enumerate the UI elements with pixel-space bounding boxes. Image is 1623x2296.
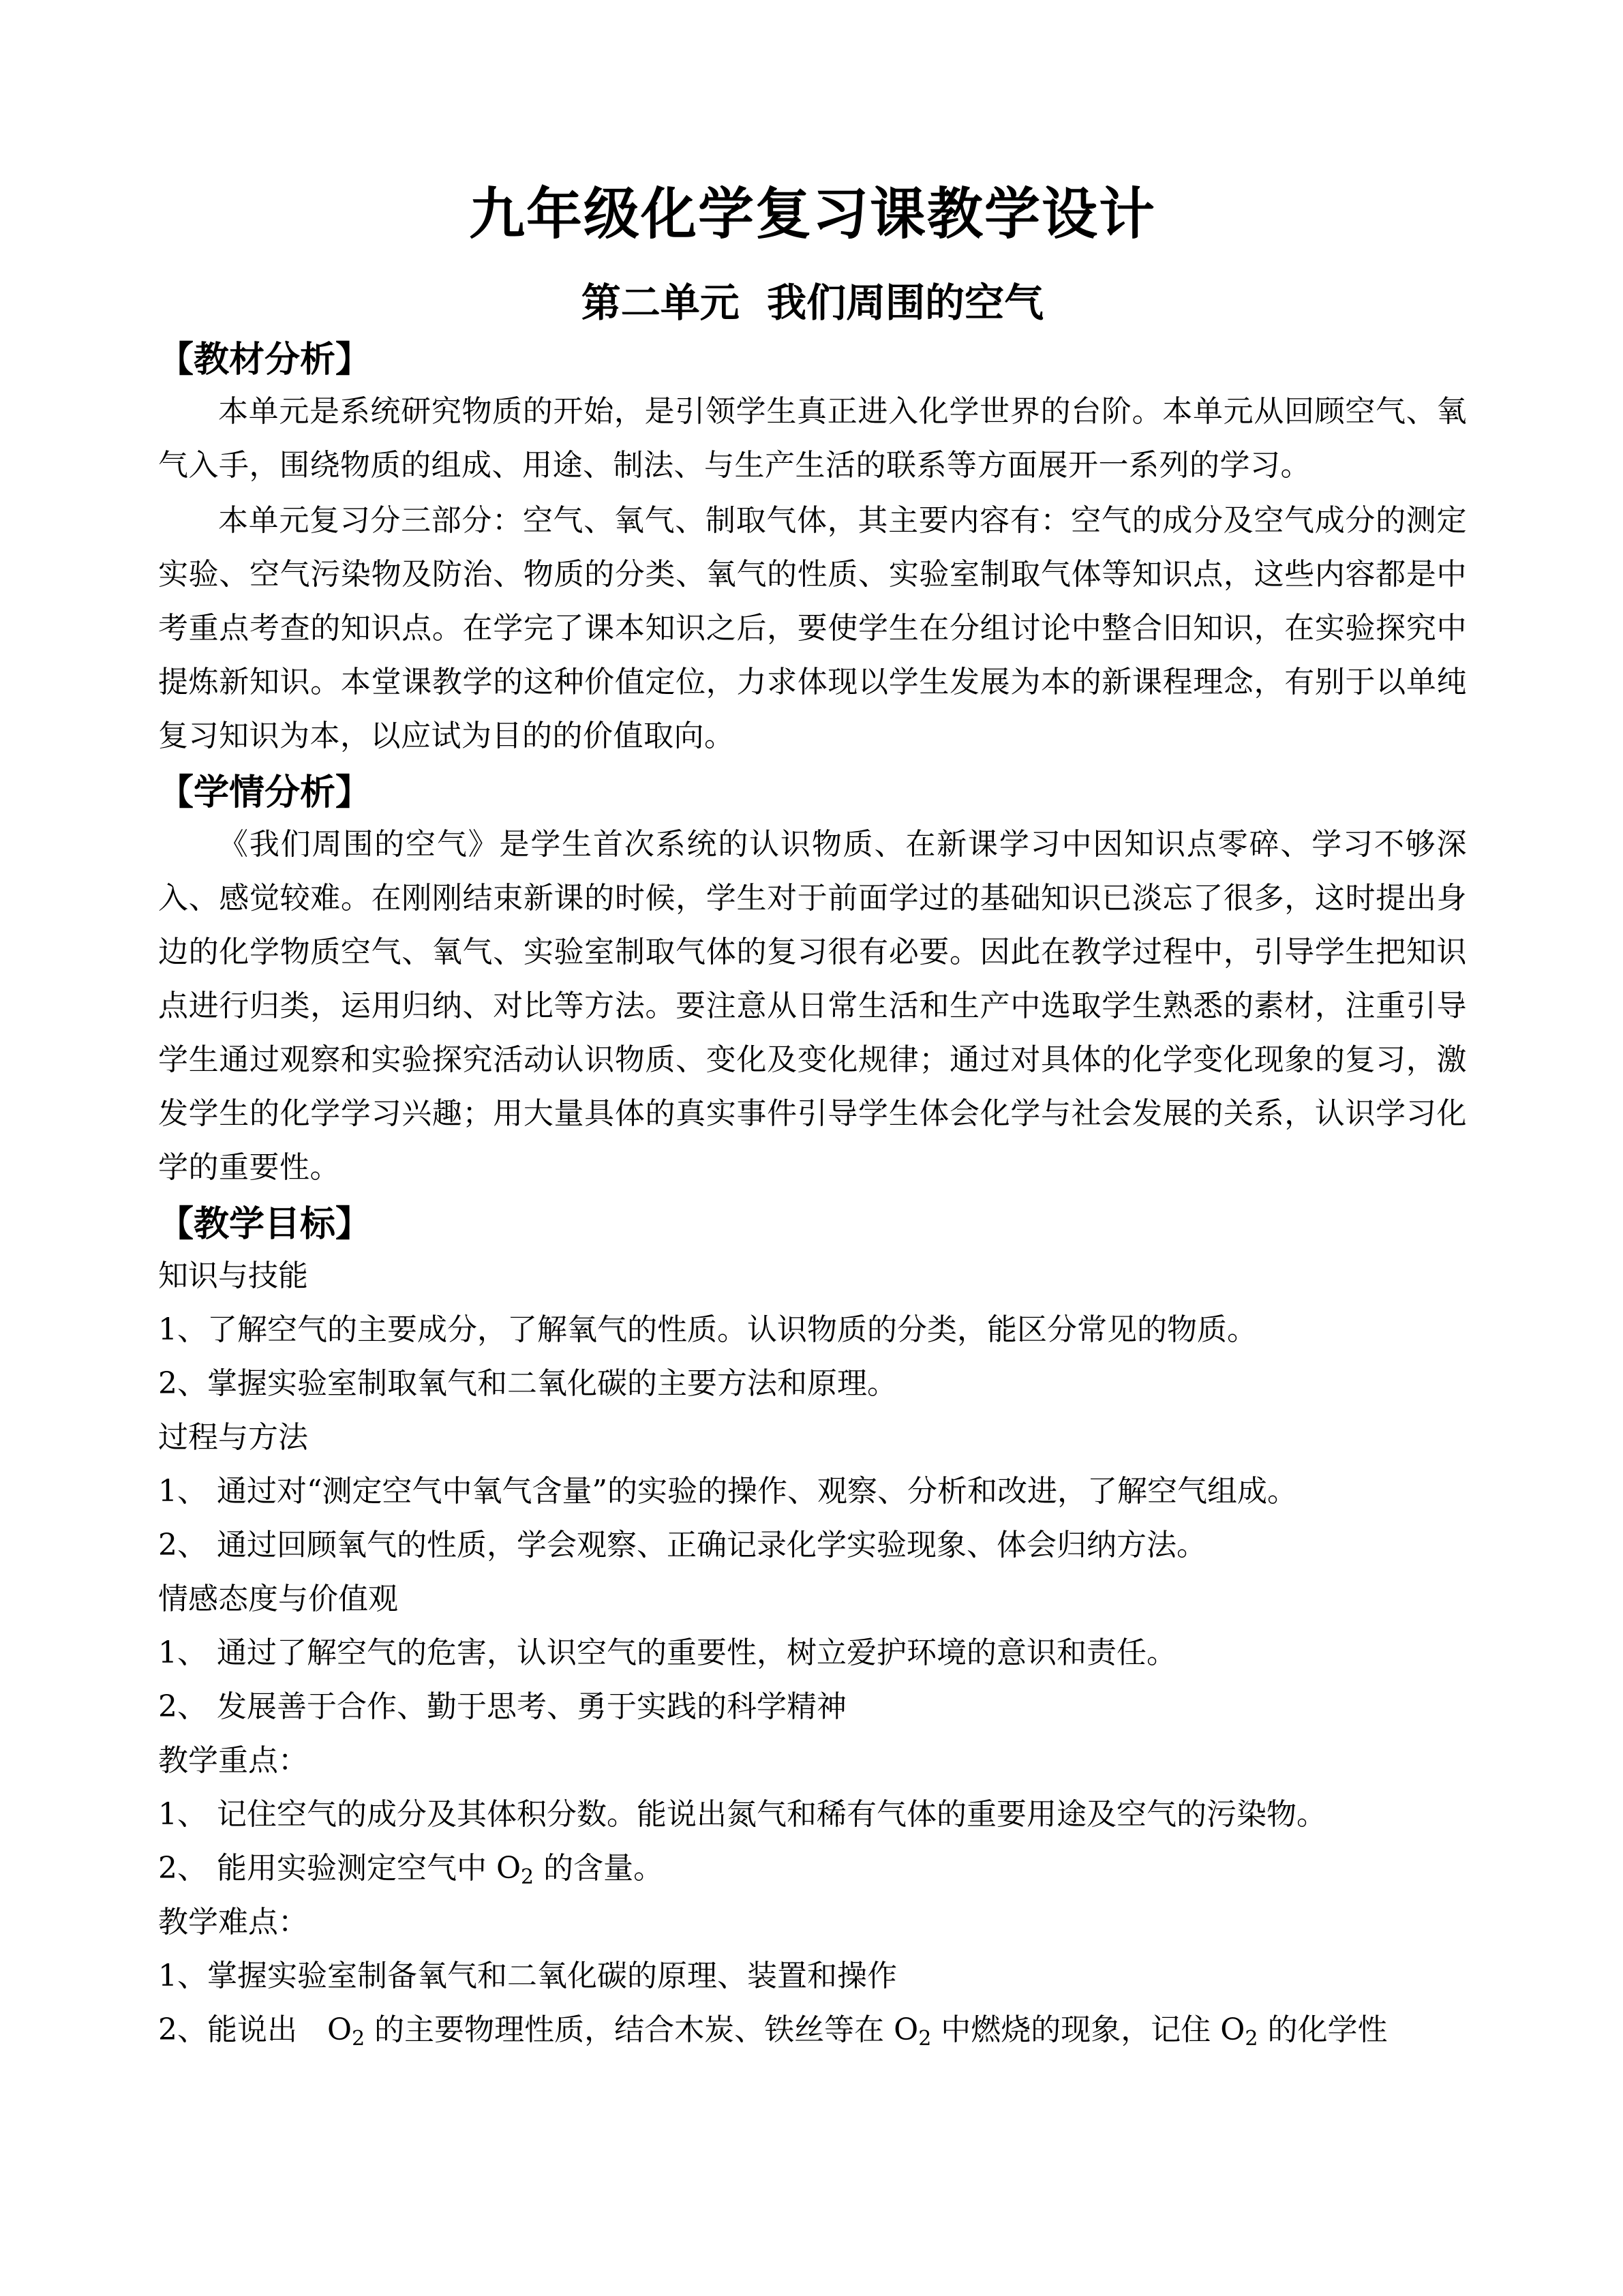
difficulty-2-text-d: 中燃烧的现象，记住 O — [931, 2012, 1245, 2047]
goals-heading: 【教学目标】 — [158, 1204, 371, 1245]
difficulty-item-1: 1、掌握实验室制备氧气和二氧化碳的原理、装置和操作 — [158, 1959, 897, 1993]
emotion-item-2: 2、 发展善于合作、勤于思考、勇于实践的科学精神 — [158, 1689, 847, 1724]
difficulty-2-text-c: 的主要物理性质，结合木炭、铁丝等在 O — [365, 2012, 919, 2047]
subscript-2: 2 — [352, 2027, 365, 2051]
knowledge-item-2: 2、掌握实验室制取氧气和二氧化碳的主要方法和原理。 — [158, 1366, 897, 1401]
document-content — [158, 177, 1467, 2057]
document-title: 九年级化学复习课教学设计 — [468, 182, 1156, 247]
process-label: 过程与方法 — [158, 1420, 308, 1455]
keypoint-2-text-a: 2、 能用实验测定空气中 O — [158, 1851, 521, 1886]
knowledge-label: 知识与技能 — [158, 1258, 308, 1293]
keypoint-2-text-b: 的含量。 — [534, 1851, 664, 1886]
difficulty-item-2 — [158, 2003, 1467, 2057]
difficulties-label: 教学难点： — [158, 1905, 308, 1939]
unit-subtitle: 第二单元 我们周围的空气 — [581, 280, 1044, 326]
difficulty-2-text-b: O — [327, 2012, 352, 2047]
process-item-1: 1、 通过对“测定空气中氧气含量”的实验的操作、观察、分析和改进，了解空气组成。 — [158, 1474, 1297, 1509]
materials-paragraph-2: 本单元复习分三部分：空气、氧气、制取气体，其主要内容有：空气的成分及空气成分的测定实验、空气污染物及防治、物质的分类、氧气的性质、实验室制取气体等知识点，这些内容都是中考重点考查的知识点。在学完了课本知识之后，要使学生在分组讨论中整合旧知识，在实验探究中提炼新知识。本堂课教学的这种价值定位，力求体现以学生发展为本的新课程理念，有别于以单纯复习知识为本，以应试为目的的价值取向。 — [158, 503, 1467, 753]
students-paragraph: 《我们周围的空气》是学生首次系统的认识物质、在新课学习中因知识点零碎、学习不够深入、感觉较难。在刚刚结束新课的时候，学生对于前面学过的基础知识已淡忘了很多，这时提出身边的化学物质空气、氧气、实验室制取气体的复习很有必要。因此在教学过程中，引导学生把知识点进行归类，运用归纳、对比等方法。要注意从日常生活和生产中选取学生熟悉的素材，注重引导学生通过观察和实验探究活动认识物质、变化及变化规律；通过对具体的化学变化现象的复习，激发学生的化学学习兴趣；用大量具体的真实事件引导学生体会化学与社会发展的关系，认识学习化学的重要性。 — [158, 827, 1467, 1185]
emotion-label: 情感态度与价值观 — [158, 1582, 398, 1616]
process-item-2: 2、 通过回顾氧气的性质，学会观察、正确记录化学实验现象、体会归纳方法。 — [158, 1528, 1207, 1562]
subscript-2: 2 — [1245, 2027, 1258, 2051]
keypoint-item-1: 1、 记住空气的成分及其体积分数。能说出氮气和稀有气体的重要用途及空气的污染物。 — [158, 1797, 1326, 1832]
knowledge-item-1: 1、了解空气的主要成分，了解氧气的性质。认识物质的分类，能区分常见的物质。 — [158, 1312, 1257, 1347]
keypoint-item-2 — [158, 1841, 1467, 1895]
materials-heading: 【教材分析】 — [158, 339, 371, 380]
students-heading: 【学情分析】 — [158, 772, 371, 813]
materials-paragraph-1: 本单元是系统研究物质的开始，是引领学生真正进入化学世界的台阶。本单元从回顾空气、氧气入手，围绕物质的组成、用途、制法、与生产生活的联系等方面展开一系列的学习。 — [158, 394, 1467, 483]
subscript-2: 2 — [521, 1865, 534, 1889]
subscript-2: 2 — [918, 2027, 932, 2051]
difficulty-2-text-e: 的化学性 — [1258, 2012, 1388, 2047]
emotion-item-1: 1、 通过了解空气的危害，认识空气的重要性，树立爱护环境的意识和责任。 — [158, 1635, 1177, 1670]
keypoints-label: 教学重点： — [158, 1743, 308, 1778]
difficulty-2-text-a: 2、能说出 — [158, 2012, 297, 2047]
